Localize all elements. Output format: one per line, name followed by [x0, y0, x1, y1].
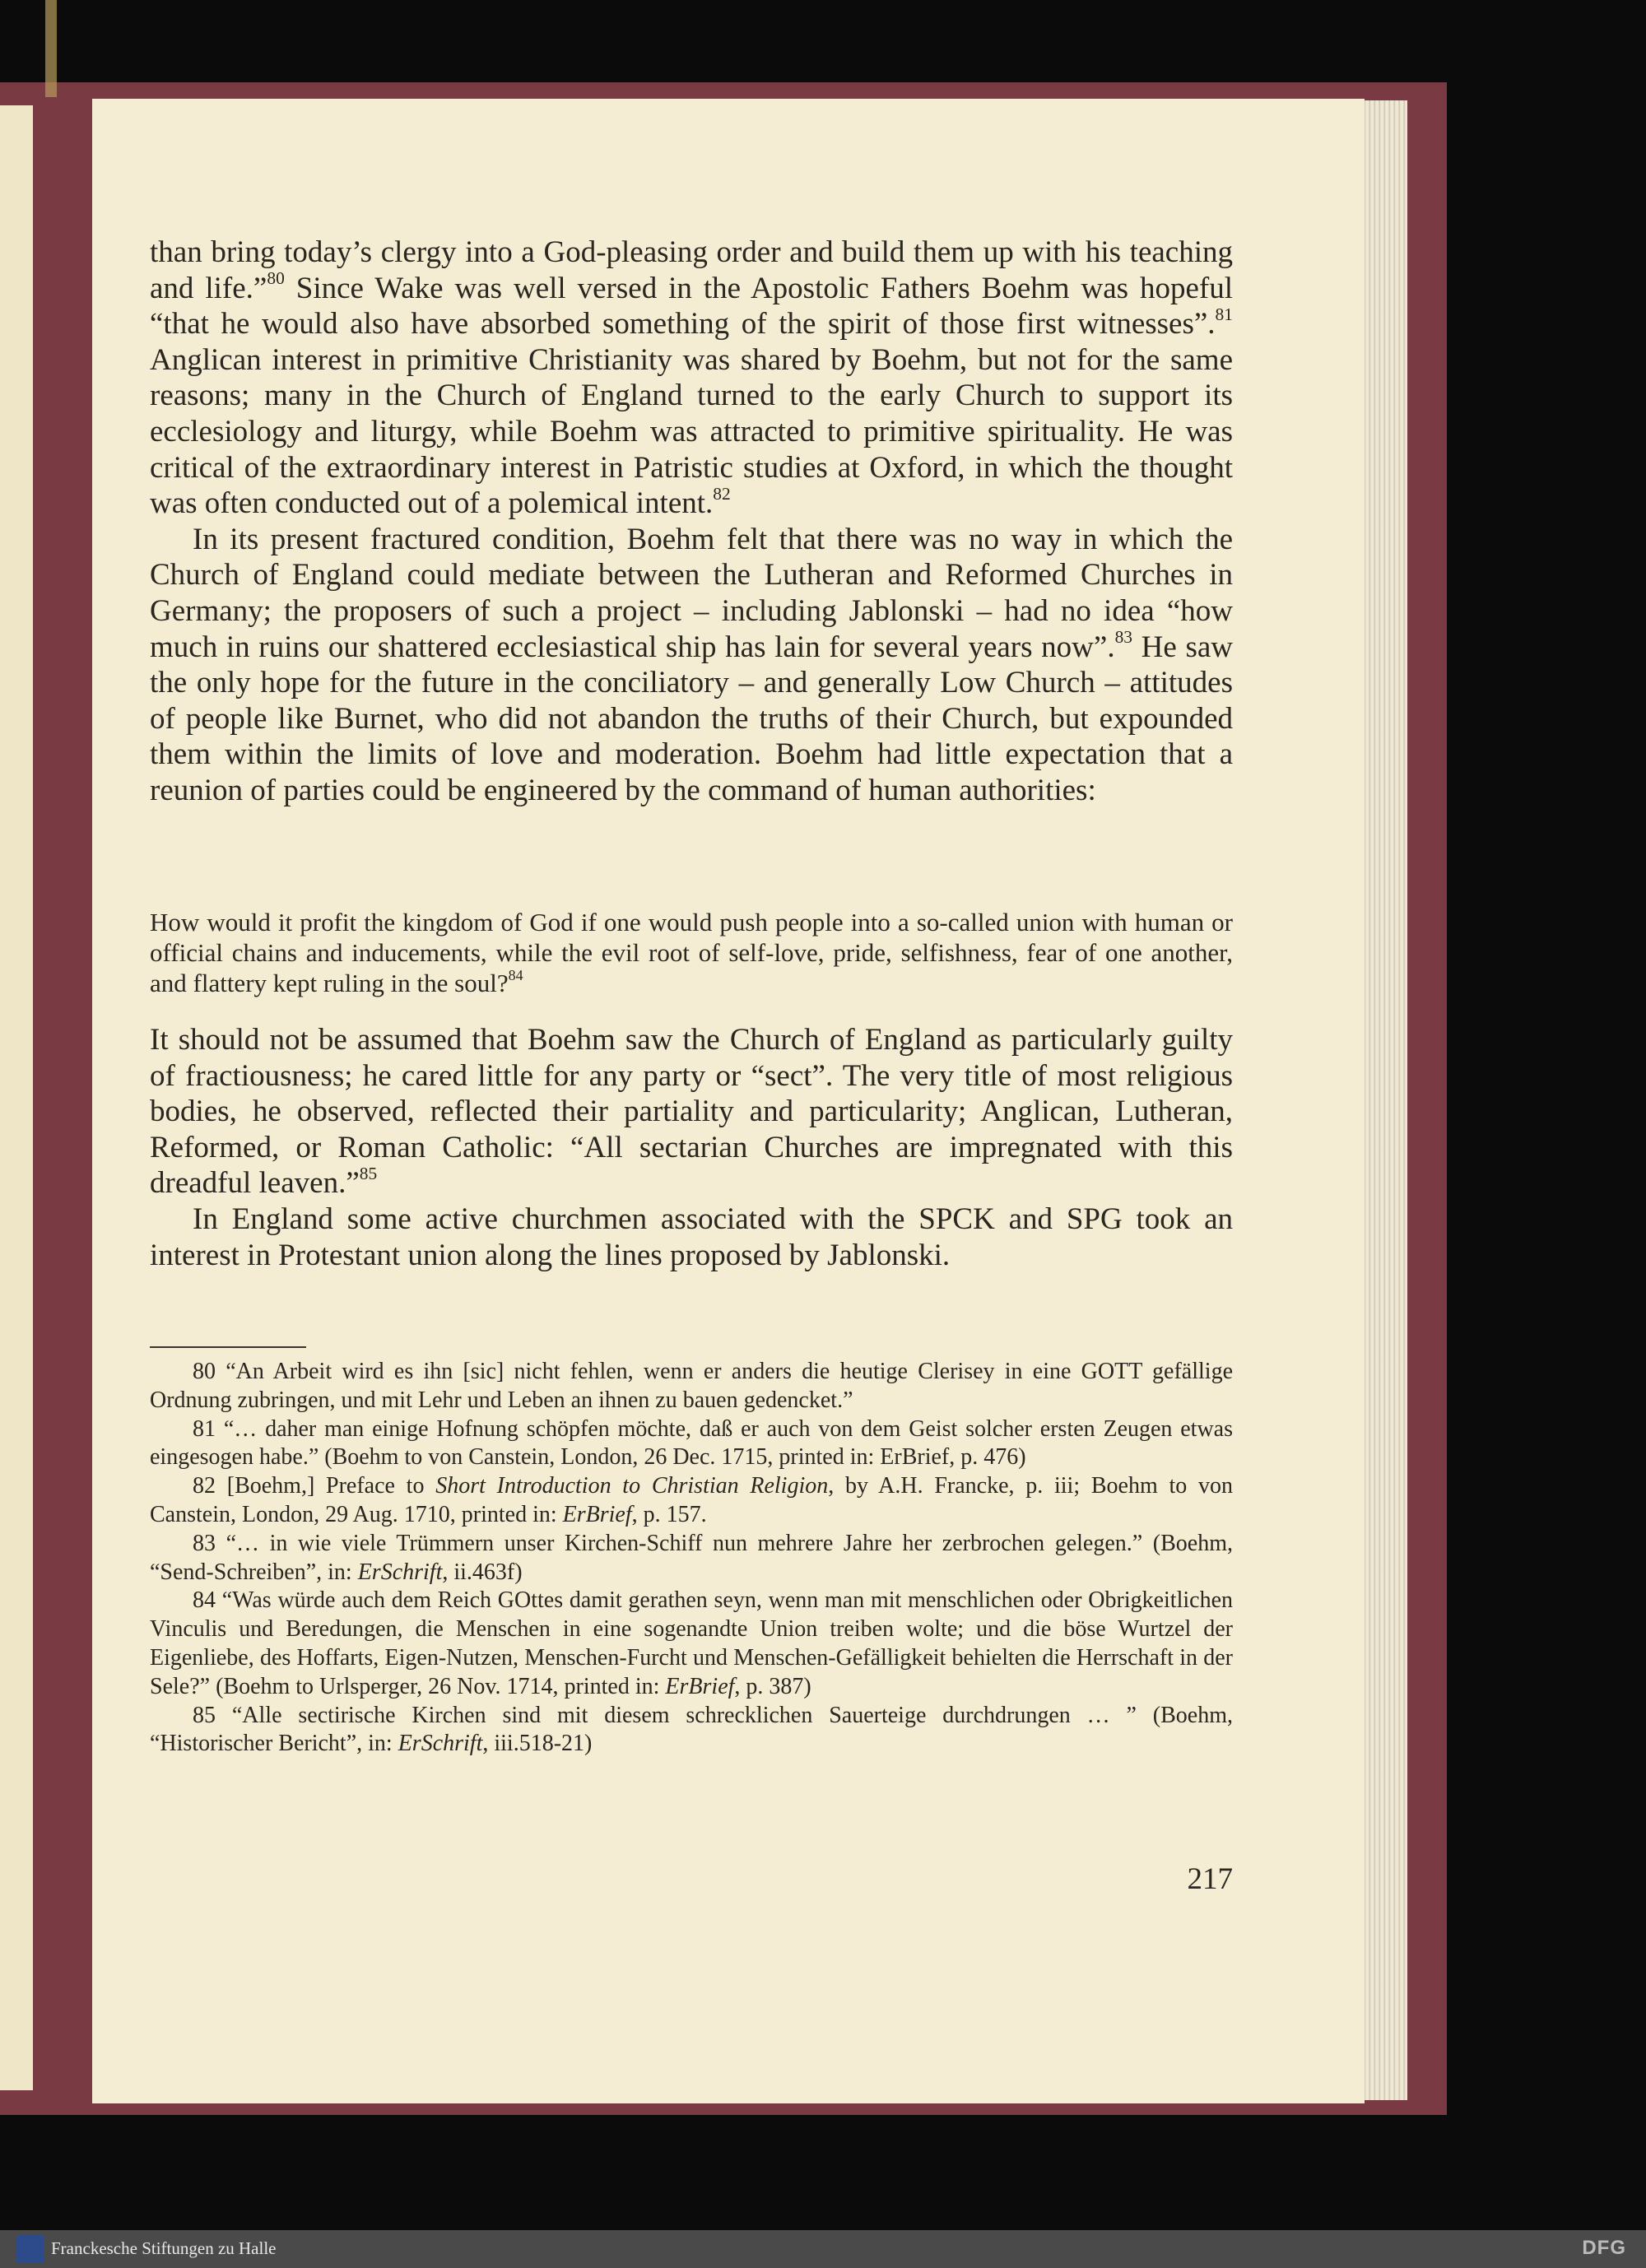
footnote: 83 “… in wie viele Trümmern unser Kirchen-Schiff nun mehrere Jahre her zerbrochen gelegen.” (Boehm, “Send-Schreiben”, in: ErSchrift, ii.463f): [150, 1530, 1233, 1585]
footnotes: [150, 1358, 1233, 1759]
footnote-ref: 83: [1114, 626, 1133, 647]
footnote-ref: 80: [267, 268, 285, 289]
footnote-ref: 85: [359, 1163, 378, 1183]
footnote-ref: 81: [1215, 304, 1233, 324]
institution-logo-icon: [16, 2235, 44, 2263]
block-quote: How would it profit the kingdom of God if one would push people into a so-called union with human or official chains and inducements, while the evil root of self-love, pride, selfishness, fear of one another, and flattery kept ruling in the soul?$^{84}$: [150, 908, 1233, 997]
dfg-logo: DFG: [1582, 2237, 1626, 2259]
footnote: 82 [Boehm,] Preface to Short Introduction to Christian Religion, by A.H. Francke, p. iii; Boehm to von Canstein, London, 29 Aug. 1710, printed in: ErBrief, p. 157.: [150, 1473, 1233, 1527]
footnote-rule: [150, 1346, 306, 1348]
bookmark-ribbon: [45, 0, 57, 97]
footnote: 81 “… daher man einige Hofnung schöpfen möchte, daß er auch von dem Geist solcher ersten Zeugen etwas eingesogen habe.” (Boehm to von Canstein, London, 26 Dec. 1715, printed in: ErBrief, p. 476): [150, 1415, 1233, 1471]
paragraph: than bring today’s clergy into a God-pleasing order and build them up with his teaching and life.”$^{80}$ Since Wake was well versed in the Apostolic Fathers Boehm was hopeful “that he would also have absorbed something of the spirit of those first witnesses”.$^{81}$ Anglican interest in primitive Christianity was shared by Boehm, but not for the same reasons; many in the Church of England turned to the early Church to support its ecclesiology and liturgy, while Boehm was attracted to primitive spirituality. He was critical of the extraordinary interest in Patristic studies at Oxford, in which the thought was often conducted out of a polemical intent.$^{82}$: [150, 235, 1233, 521]
page-number: 217: [1187, 1862, 1233, 1896]
paragraph: In England some active churchmen associated with the SPCK and SPG took an interest in Protestant union along the lines proposed by Jablonski.: [150, 1201, 1233, 1272]
footnote-ref: 82: [713, 483, 731, 504]
footnote: 85 “Alle sectirische Kirchen sind mit diesem schrecklichen Sauerteige durchdrungen … ” (Boehm, “Historischer Bericht”, in: ErSchrift, iii.518-21): [150, 1702, 1233, 1757]
book-page: [92, 99, 1365, 2103]
paragraph: In its present fractured condition, Boehm felt that there was no way in which the Church of England could mediate between the Lutheran and Reformed Churches in Germany; the proposers of such a project – including Jablonski – had no idea “how much in ruins our shattered ecclesiastical ship has lain for several years now”.$^{83}$ He saw the only hope for the future in the conciliatory – and generally Low Church – attitudes of people like Burnet, who did not abandon the truths of their Church, but expounded them within the limits of love and moderation. Boehm had little expectation that a reunion of parties could be engineered by the command of human authorities:: [150, 522, 1234, 807]
institution-name: Franckesche Stiftungen zu Halle: [51, 2238, 277, 2258]
footer-bar: [0, 2230, 1646, 2268]
paragraph: It should not be assumed that Boehm saw the Church of England as particularly guilty of fractiousness; he cared little for any party or “sect”. The very title of most religious bodies, he observed, reflected their partiality and particularity; Anglican, Lutheran, Reformed, or Roman Catholic: “All sectarian Churches are impregnated with this dreadful leaven.”$^{85}$: [150, 1023, 1233, 1201]
footnote: 80 “An Arbeit wird es ihn [sic] nicht fehlen, wenn er anders die heutige Clerisey in eine GOTT gefällige Ordnung zubringen, und mit Lehr und Leben an ihnen zu bauen gedencket.”: [150, 1359, 1233, 1413]
footnote: 84 “Was würde auch dem Reich GOttes damit gerathen seyn, wenn man mit menschlichen oder Obrigkeitlichen Vinculis und Beredungen, die Menschen in eine sogenandte Union treiben wolte; und die böse Wurtzel der Eigenliebe, des Hoffarts, Eigen-Nutzen, Menschen-Furcht und Menschen-Gefälligkeit behielten die Herrschaft in der Sele?” (Boehm to Urlsperger, 26 Nov. 1714, printed in: ErBrief, p. 387): [150, 1587, 1233, 1699]
body-text-top: [150, 235, 1233, 809]
body-text-bottom: [150, 1022, 1233, 1273]
footnote-ref: 84: [508, 966, 523, 983]
left-page-edge: [0, 105, 33, 2090]
